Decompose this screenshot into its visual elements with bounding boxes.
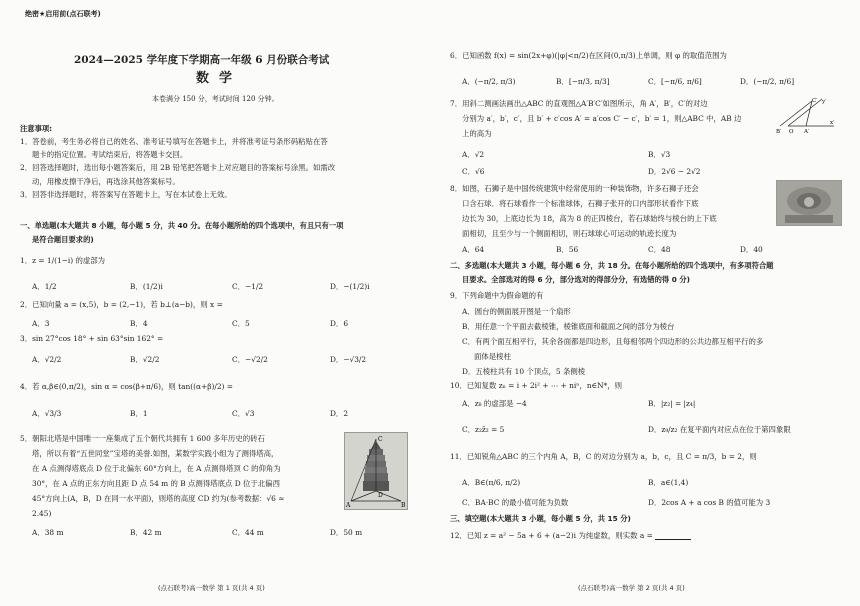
fig-label: O — [789, 129, 794, 134]
q5-option-c[interactable]: C．44 m — [232, 528, 264, 537]
fig-label: A′ — [804, 129, 810, 134]
fig-label: A — [346, 502, 351, 509]
fig-label: x′ — [830, 120, 835, 126]
q8-option-c[interactable]: C．48 — [648, 245, 671, 254]
q7-option-b[interactable]: B．√3 — [648, 150, 671, 159]
q10-option-d[interactable]: D．z₉/z₂ 在复平面内对应点在位于第四象限 — [648, 425, 791, 434]
q11-option-a[interactable]: A．B∈(π/6, π/2) — [462, 478, 521, 487]
fig-label: C′ — [812, 98, 818, 104]
q5-option-d[interactable]: D．50 m — [330, 528, 363, 537]
q3-option-d[interactable]: D．−√3/2 — [330, 355, 367, 364]
note-line: 题卡的指定位置。考试结束后，将答题卡交回。 — [32, 150, 188, 159]
footer-page-2: (点石联考)高一数学 第 2 页(共 4 页) — [578, 584, 685, 592]
q1-option-d[interactable]: D．−(1/2)i — [330, 282, 370, 291]
q1-option-a[interactable]: A．1/2 — [32, 282, 57, 291]
q1-option-c[interactable]: C．−1/2 — [232, 282, 264, 291]
q6-option-b[interactable]: B．[−π/3, π/3] — [556, 77, 610, 86]
q11-option-b[interactable]: B．a∈(1,4) — [648, 478, 689, 487]
section-heading: 一、单选题(本大题共 8 小题，每小题 5 分，共 40 分。在每小题所给的四个选项中，有且只有一项 — [20, 221, 344, 230]
q10-option-b[interactable]: B．|z₂| = |z₄| — [648, 399, 696, 408]
section-heading: 三、填空题(本大题共 3 小题，每小题 5 分，共 15 分) — [450, 514, 631, 523]
note-line: 动，用橡皮擦干净后，再选涂其他答案标号。 — [32, 177, 180, 186]
q5-option-a[interactable]: A．38 m — [32, 528, 64, 537]
q9-option-d[interactable]: D．五棱柱共有 10 个顶点，5 条侧棱 — [462, 367, 586, 376]
stone-lion-photo — [776, 180, 842, 226]
fig-label: B — [401, 502, 406, 509]
q12-stem — [450, 531, 691, 540]
q7-option-c[interactable]: C．√6 — [462, 167, 485, 176]
oblique-drawing-figure — [776, 96, 838, 134]
q2-option-c[interactable]: C．5 — [232, 319, 250, 328]
exam-meta: 本卷满分 150 分，考试时间 120 分钟。 — [152, 95, 279, 103]
q4-stem: 4．若 α,β∈(0,π/2)，sin α = cos(β+π/6)，则 tan((α+β)/2) = — [20, 382, 233, 391]
q10-option-a[interactable]: A．z₈ 的虚部是 −4 — [462, 399, 527, 408]
q8-line: 口含石球．将石球看作一个标准球体，石狮子张开的口内部形状看作下底 — [462, 199, 699, 208]
fig-label: D — [378, 492, 383, 499]
q1-option-b[interactable]: B．(1/2)i — [130, 282, 163, 291]
page-2 — [430, 0, 860, 606]
q1-stem: 1．z = 1/(1−i) 的虚部为 — [20, 256, 106, 265]
q4-option-a[interactable]: A．√3/3 — [32, 409, 62, 418]
q7-line: 分别为 a′，b′，c′，且 b′ + c′cos A′ = a′cos C′ − c′，b′ = 1，则△ABC 中，AB 边 — [462, 114, 742, 123]
q10-stem: 10．已知复数 zₙ = i + 2i² + ⋯ + niⁿ，n∈N*，则 — [450, 381, 623, 390]
notes-title: 注意事项: — [20, 124, 53, 133]
exam-title: 2024—2025 学年度下学期高一年级 6 月份联合考试 — [74, 54, 330, 66]
q12-answer-blank[interactable] — [655, 532, 691, 540]
q5-option-b[interactable]: B．42 m — [130, 528, 162, 537]
q4-option-c[interactable]: C．√3 — [232, 409, 255, 418]
q3-stem: 3．sin 27°cos 18° + sin 63°sin 162° = — [20, 334, 164, 343]
q8-option-a[interactable]: A．64 — [462, 245, 485, 254]
q9-option-c[interactable]: C．有两个面互相平行，其余各面都是四边形，且每相邻两个四边形的公共边都互相平行的多 — [462, 337, 764, 346]
q3-option-c[interactable]: C．−√2/2 — [232, 355, 268, 364]
q8-option-d[interactable]: D．40 — [740, 245, 763, 254]
q8-line: 8．如图，石狮子是中国传统建筑中经常使用的一种装饰物，许多石狮子还会 — [450, 184, 699, 193]
section-heading-cont: 是符合题目要求的) — [32, 235, 94, 244]
q4-option-b[interactable]: B．1 — [130, 409, 148, 418]
q7-line: 7．用斜二测画法画出△ABC 的直观图△A′B′C′如图所示，角 A′，B′，C′的对边 — [450, 99, 708, 108]
q2-option-a[interactable]: A．3 — [32, 319, 50, 328]
q2-option-d[interactable]: D．6 — [330, 319, 349, 328]
note-line: 3．回答非选择题时，将答案写在答题卡上，写在本试卷上无效。 — [20, 190, 232, 199]
q8-line: 面相切，且至少与一个侧面相切，则石球球心可运动的轨迹长度为 — [462, 229, 677, 238]
q10-option-c[interactable]: C．z₂z̄₂ = 5 — [462, 425, 505, 434]
q3-option-a[interactable]: A．√2/2 — [32, 355, 62, 364]
q11-option-c[interactable]: C．BA·BC 的最小值可能为负数 — [462, 498, 569, 507]
q12-text: 12．已知 z = a² − 5a + 6 + (a−2)i 为纯虚数，则实数 a = — [450, 531, 653, 540]
q2-option-b[interactable]: B．4 — [130, 319, 148, 328]
q9-stem: 9．下列命题中为假命题的有 — [450, 291, 544, 300]
q7-option-a[interactable]: A．√2 — [462, 150, 485, 159]
q5-line: 塔，所以有着“五世同堂”宝塔的美誉.如图，某数学实践小组为了测得塔高， — [32, 449, 279, 458]
q8-option-b[interactable]: B．56 — [556, 245, 579, 254]
pagoda-figure — [344, 432, 408, 510]
note-line: 1．答卷前，考生务必将自己的姓名、准考证号填写在答题卡上，并将准考证号条形码粘贴在答 — [20, 137, 328, 146]
note-line: 2．回答选择题时，选出每小题答案后，用 2B 铅笔把答题卡上对应题目的答案标号涂黑。如需改 — [20, 163, 336, 172]
q5-line: 在 A 点测得塔底点 D 位于北偏东 60°方向上，在 A 点测得塔顶 C 的仰角为 — [32, 464, 281, 473]
q7-option-d[interactable]: D．2√6 − 2√2 — [648, 167, 701, 176]
q6-option-c[interactable]: C．[−π/6, π/6] — [648, 77, 702, 86]
q6-stem: 6．已知函数 f(x) = sin(2x+φ)(|φ|<π/2)在区间(0,π/3)上单调，则 φ 的取值范围为 — [450, 51, 727, 60]
q4-option-d[interactable]: D．2 — [330, 409, 349, 418]
q6-option-d[interactable]: D．(−π/2, π/6] — [740, 77, 795, 86]
q6-option-a[interactable]: A．(−π/2, π/3) — [462, 77, 516, 86]
q11-stem: 11．已知锐角△ABC 的三个内角 A，B，C 的对边分别为 a，b，c，且 C = π/3，b = 2，则 — [450, 452, 757, 461]
q8-line: 边长为 30，上底边长为 18，高为 8 的正四棱台，若石球始终与棱台的上下底 — [462, 214, 717, 223]
q9-option-b[interactable]: B．用任意一个平面去截棱锥，棱锥底面和截面之间的部分为棱台 — [462, 322, 675, 331]
exam-subject: 数学 — [196, 71, 243, 86]
q5-line: 2.45) — [32, 509, 52, 518]
q5-line: 30°，在 A 点的正东方向且距 D 点 54 m 的 B 点测得塔底点 D 位于北偏西 — [32, 479, 280, 488]
fig-label: B′ — [776, 129, 782, 134]
q3-option-b[interactable]: B．√2/2 — [130, 355, 160, 364]
section-heading: 二、多选题(本大题共 3 小题，每小题 6 分，共 18 分。在每小题所给的四个选项中，有多项符合题 — [450, 261, 774, 270]
pagoda-icon — [345, 433, 407, 509]
secret-label: 绝密★启用前(点石联考) — [25, 10, 101, 18]
fig-label: y′ — [822, 99, 827, 105]
q11-option-d[interactable]: D．2cos A + a cos B 的值可能为 3 — [648, 498, 771, 507]
q5-line: 5．朝阳北塔是中国唯一一座集成了五个朝代共拥有 1 600 多年历史的砖石 — [20, 434, 265, 443]
q5-line: 45°方向上(A，B，D 在同一水平面)，则塔的高度 CD 约为(参考数据：√6 ≈ — [32, 494, 285, 503]
section-heading-cont: 目要求。全部选对的得 6 分，部分选对的得部分分，有选错的得 0 分) — [462, 275, 690, 284]
q2-stem: 2．已知向量 a = (x,5)，b = (2,−1)，若 b⊥(a−b)，则 x = — [20, 300, 223, 309]
q9-option-a[interactable]: A．圆台的侧面展开图是一个扇形 — [462, 307, 571, 316]
fig-label: C — [378, 436, 383, 443]
footer-page-1: (点石联考)高一数学 第 1 页(共 4 页) — [158, 584, 265, 592]
q9-option-c-cont: 面体是棱柱 — [474, 352, 511, 361]
stone-lion-icon — [777, 181, 841, 225]
q7-line: 上的高为 — [462, 129, 492, 138]
